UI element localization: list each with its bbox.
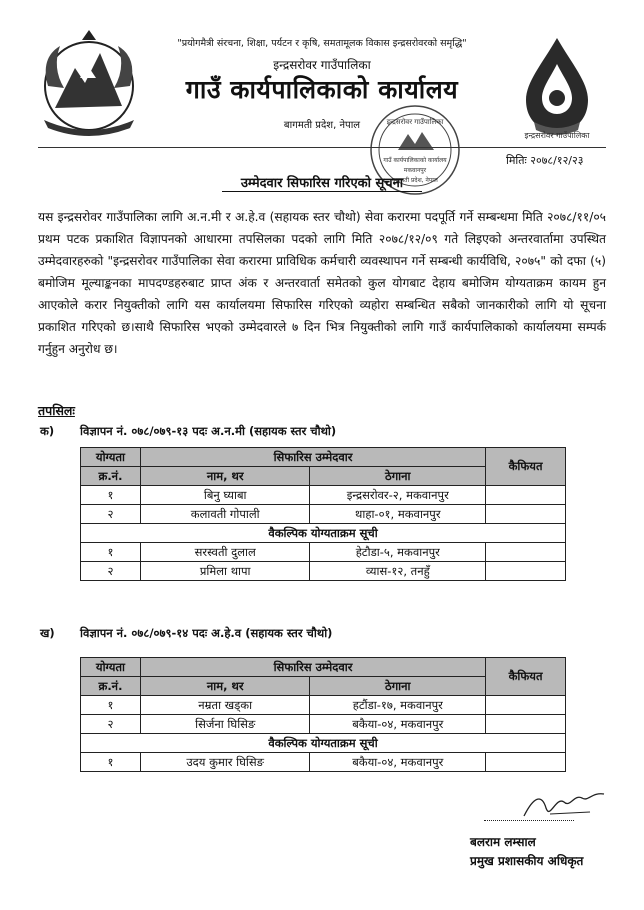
rank-cell: १	[81, 543, 141, 562]
alternate-list-header: वैकल्पिक योग्यताक्रम सूची	[81, 524, 566, 543]
table-row	[81, 715, 566, 734]
province-text: बागमती प्रदेश, नेपाल	[283, 120, 361, 131]
section-a-title: विज्ञापन नं. ०७८/०७९-१३ पदः अ.न.मी (सहायक स्तर चौथो)	[80, 424, 337, 438]
rank-cell: १	[81, 753, 141, 772]
name-cell: सिर्जना घिसिङ	[140, 715, 310, 734]
recommended-header: सिफारिस उम्मेदवार	[140, 448, 485, 467]
rank-cell: २	[81, 715, 141, 734]
details-label: तपसिलः	[38, 403, 75, 418]
name-cell: बिनु घ्याबा	[140, 486, 310, 505]
table-row	[81, 753, 566, 772]
name-cell: प्रमिला थापा	[140, 562, 310, 581]
rank-header-top: योग्यता	[81, 658, 141, 677]
remarks-cell	[486, 696, 566, 715]
section-a-letter: क)	[40, 424, 55, 438]
stamp-line-4: बागमती प्रदेश, नेपाल	[392, 177, 438, 184]
rank-header-bottom: क्र.नं.	[81, 467, 141, 486]
name-header: नाम, थर	[140, 467, 310, 486]
signature-icon	[520, 786, 610, 822]
signatory-name: बलराम लम्साल	[470, 835, 536, 849]
signatory-title: प्रमुख प्रशासकीय अधिकृत	[470, 854, 584, 868]
name-cell: उदय कुमार घिसिङ	[140, 753, 310, 772]
name-cell: सरस्वती दुलाल	[140, 543, 310, 562]
stamp-line-3: मकवानपुर	[403, 167, 427, 174]
rank-header-top: योग्यता	[81, 448, 141, 467]
rank-cell: २	[81, 562, 141, 581]
remarks-cell	[486, 543, 566, 562]
rank-cell: १	[81, 696, 141, 715]
office-title: गाउँ कार्यपालिकाको कार्यालय	[185, 75, 459, 104]
date-text: मितिः २०७८/१२/२३	[506, 154, 584, 167]
recommended-header: सिफारिस उम्मेदवार	[140, 658, 485, 677]
logo-caption: इन्द्रसरोवर गाउँपालिका	[524, 131, 590, 140]
stamp-line-1: इन्द्रसरोवर गाउँपालिका	[386, 118, 444, 126]
rank-cell: १	[81, 486, 141, 505]
section-b-title: विज्ञापन नं. ०७८/०७९-१४ पदः अ.हे.व (सहायक स्तर चौथो)	[80, 626, 333, 640]
municipality-name: इन्द्रसरोवर गाउँपालिका	[273, 58, 371, 72]
address-cell: थाहा-०१, मकवानपुर	[310, 505, 486, 524]
stamp-line-2: गाउँ कार्यपालिकाको कार्यालय	[383, 157, 447, 164]
alternate-list-header: वैकल्पिक योग्यताक्रम सूची	[81, 734, 566, 753]
name-cell: नम्रता खड्का	[140, 696, 310, 715]
section-b-letter: ख)	[40, 626, 55, 640]
section-a-heading	[40, 424, 336, 439]
remarks-cell	[486, 486, 566, 505]
header-divider	[38, 147, 606, 148]
document-title: उम्मेदवार सिफारिस गरिएको सूचना	[240, 176, 404, 191]
remarks-cell	[486, 505, 566, 524]
name-cell: कलावती गोपाली	[140, 505, 310, 524]
table-row	[81, 486, 566, 505]
remarks-header: कैफियत	[486, 658, 566, 696]
rank-header-bottom: क्र.नं.	[81, 677, 141, 696]
address-header: ठेगाना	[310, 467, 486, 486]
rank-cell: २	[81, 505, 141, 524]
municipality-logo-icon	[512, 34, 602, 144]
address-cell: हेटौडा-५, मकवानपुर	[310, 543, 486, 562]
address-cell: बकैया-०४, मकवानपुर	[310, 753, 486, 772]
address-cell: हटौंडा-१७, मकवानपुर	[310, 696, 486, 715]
remarks-cell	[486, 715, 566, 734]
table-row	[81, 543, 566, 562]
address-cell: इन्द्रसरोवर-२, मकवानपुर	[310, 486, 486, 505]
title-underline	[222, 191, 422, 192]
candidate-table-b	[80, 657, 566, 772]
remarks-cell	[486, 562, 566, 581]
notice-body: यस इन्द्रसरोवर गाउँपालिका लागि अ.न.मी र अ.हे.व (सहायक स्तर चौथो) सेवा करारमा पदपूर्ति गर्ने सम्बन्धमा मिति २०७८/११/०५ प्रथम पटक प्रकाशित विज्ञापनको आधारमा तपसिलका पदको लागि मिति २०७८/१२/०९ गते लिइएको अन्तरवार्तामा उपस्थित उम्मेदवारहरुको "इन्द्रसरोवर गाउँपालिका सेवा करारमा प्राविधिक कर्मचारी व्यवस्थापन गर्ने सम्बन्धी कार्यविधि, २०७५" को दफा (५) बमोजिम मूल्याङ्कनका मापदण्डहरुबाट प्राप्त अंक र अन्तरवार्ता समेतको कुल योगबाट देहाय बमोजिम योग्यताक्रम कायम हुन आएकोले करार नियुक्तीको लागि यस कार्यालयमा सिफारिस गरिएको व्यहोरा सम्बन्धित सबैको जानकारीको लागि यो सूचना प्रकाशित गरिएको छ।साथै सिफारिस भएको उम्मेदवारले ७ दिन भित्र नियुक्तीको लागि गाउँ कार्यपालिकाको कार्यालयमा सम्पर्क गर्नुहुन अनुरोध छ।	[38, 210, 606, 356]
remarks-header: कैफियत	[486, 448, 566, 486]
signature-line	[484, 820, 574, 822]
address-header: ठेगाना	[310, 677, 486, 696]
address-cell: व्यास-१२, तनहुँ	[310, 562, 486, 581]
motto-text: "प्रयोगमैत्री संरचना, शिक्षा, पर्यटन र कृषि, समतामूलक विकास इन्द्रसरोवरको समृद्धि"	[177, 38, 467, 49]
remarks-cell	[486, 753, 566, 772]
candidate-table-a	[80, 447, 566, 581]
table-row	[81, 505, 566, 524]
name-header: नाम, थर	[140, 677, 310, 696]
table-row	[81, 562, 566, 581]
section-b-heading	[40, 626, 332, 641]
table-row	[81, 696, 566, 715]
address-cell: बकैया-०४, मकवानपुर	[310, 715, 486, 734]
